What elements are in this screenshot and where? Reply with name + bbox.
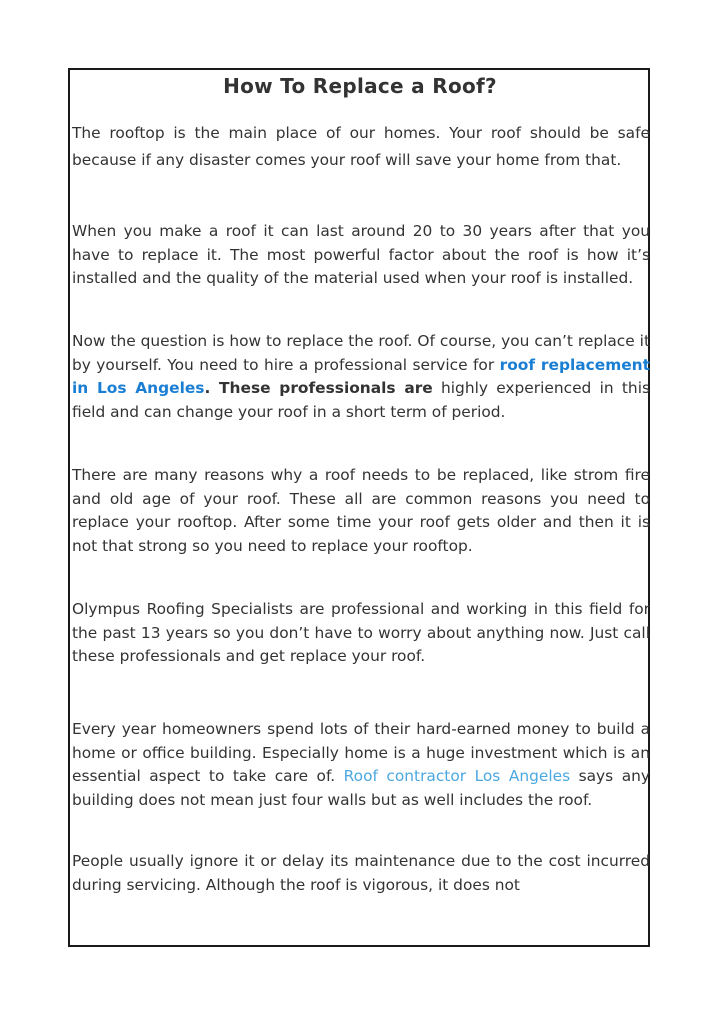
bold-text: . These professionals are [204,379,433,397]
paragraph-intro: The rooftop is the main place of our homes. Your roof should be safe because if any disaster comes your roof will save your home from that. [72,124,650,169]
paragraph-reasons: There are many reasons why a roof needs to be replaced, like strom fire and old age of your roof. These all are common reasons you need to replace your rooftop. After some time your roof gets older and then it is not that strong so you need to replace your rooftop. [72,466,650,555]
paragraph-text: Now the question is how to replace the roof. Of course, you can’t replace it by yourself. You need to hire a professional service for [72,332,650,374]
paragraph-text: highly experienced in this field and can change your roof in a short term of period. [72,379,650,421]
page-title: How To Replace a Roof? [223,74,497,98]
paragraph-text: says any building does not mean just four walls but as well includes the roof. [72,767,650,809]
paragraph-olympus: Olympus Roofing Specialists are professional and working in this field for the past 13 years so you don’t have to worry about anything now. Just call these professionals and get replace your roof. [72,600,650,665]
paragraph-hire-professional [72,330,650,424]
paragraph-investment [72,718,650,812]
paragraph-text: Every year homeowners spend lots of their hard-earned money to build a home or office building. Especially home is a huge investment which is an essential aspect to take care of. [72,720,650,785]
roof-contractor-link[interactable]: Roof contractor Los Angeles [343,767,571,785]
paragraph-maintenance: People usually ignore it or delay its maintenance due to the cost incurred during servicing. Although the roof is vigorous, it does not [72,852,650,894]
roof-replacement-link[interactable]: roof replacement in Los Angeles [72,355,650,397]
paragraph-lifespan: When you make a roof it can last around 20 to 30 years after that you have to replace it. The most powerful factor about the roof is how it’s installed and the quality of the material used when your roof is installed. [72,222,650,287]
